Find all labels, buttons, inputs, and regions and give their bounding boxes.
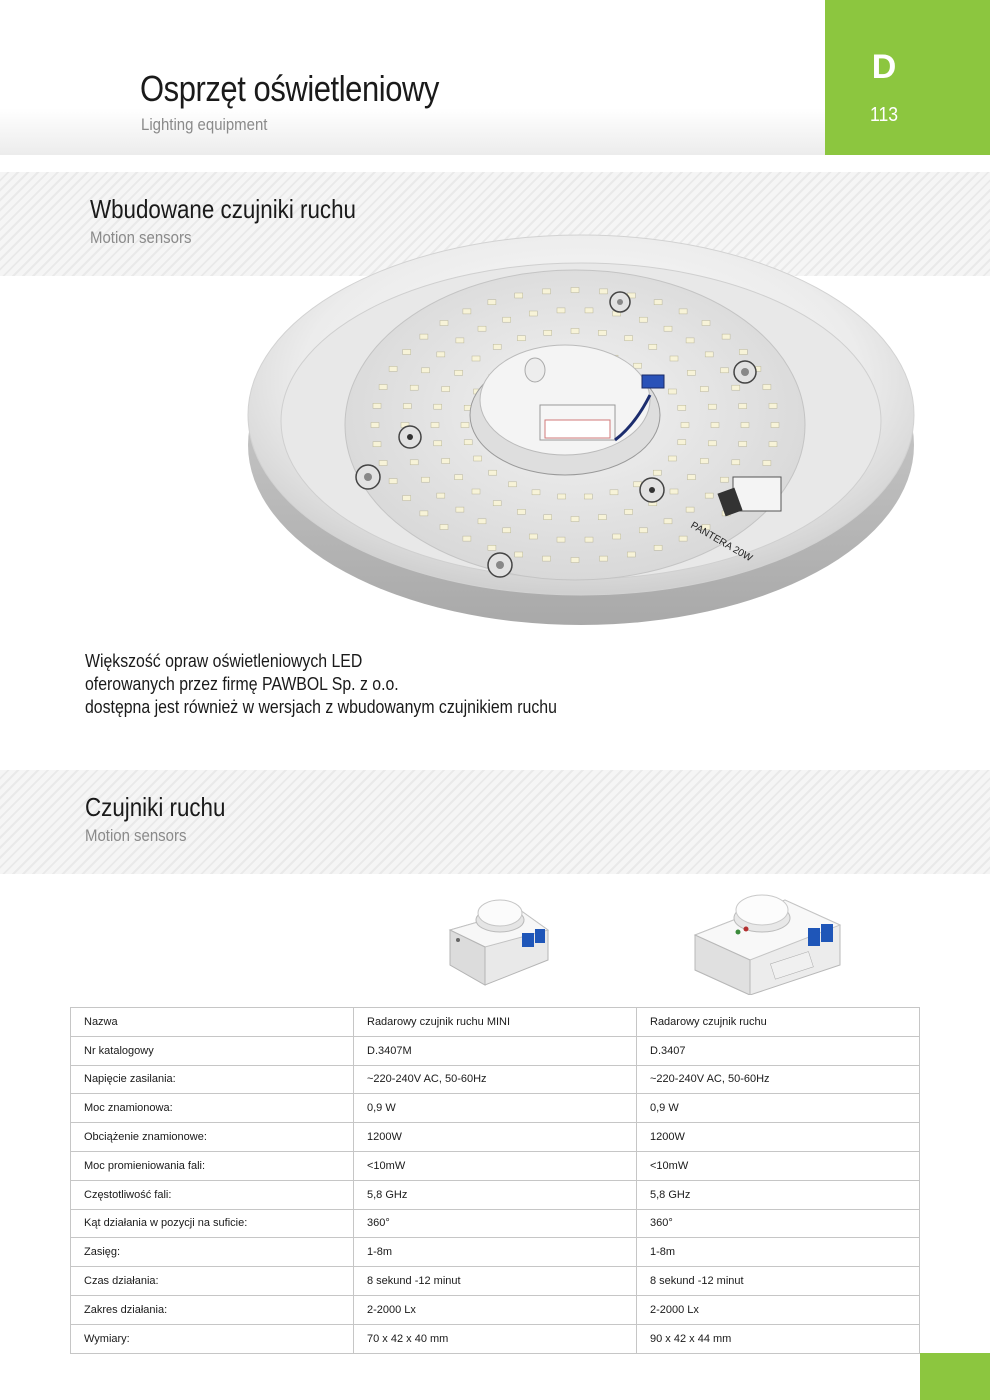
table-row	[71, 1151, 920, 1180]
led-chip	[410, 460, 418, 465]
table-row	[71, 1065, 920, 1094]
led-chip	[517, 336, 525, 341]
spec-label-cell: Czas działania:	[71, 1267, 354, 1296]
led-chip	[529, 311, 537, 316]
led-chip	[668, 456, 676, 461]
led-chip	[664, 326, 672, 331]
led-chip	[373, 442, 381, 447]
page-number: 113	[869, 104, 899, 126]
section-subtitle-built-in: Motion sensors	[90, 228, 192, 247]
led-chip	[634, 363, 642, 368]
description-line-2: oferowanych przez firmę PAWBOL Sp. z o.o.	[85, 674, 399, 694]
table-row	[71, 1094, 920, 1123]
led-chip	[503, 528, 511, 533]
led-chip	[379, 461, 387, 466]
radar-sensor-mini-image	[440, 885, 560, 990]
led-chip	[687, 370, 695, 375]
led-chip	[653, 470, 661, 475]
led-chip	[687, 475, 695, 480]
led-chip	[708, 441, 716, 446]
led-chip	[442, 459, 450, 464]
led-chip	[625, 336, 633, 341]
led-chip	[686, 507, 694, 512]
led-chip	[705, 493, 713, 498]
table-row	[71, 1036, 920, 1065]
led-chip	[543, 289, 551, 294]
led-chip	[544, 330, 552, 335]
led-chip	[585, 537, 593, 542]
spec-label-cell: Kąt działania w pozycji na suficie:	[71, 1209, 354, 1238]
led-chip	[456, 507, 464, 512]
table-row	[71, 1295, 920, 1324]
led-chip	[627, 552, 635, 557]
led-chip	[437, 352, 445, 357]
led-chip	[678, 405, 686, 410]
led-chip	[422, 477, 430, 482]
spec-label-cell: Nazwa	[71, 1008, 354, 1037]
spec-value-cell: 360°	[637, 1209, 920, 1238]
table-row	[71, 1267, 920, 1296]
led-chip	[455, 475, 463, 480]
spec-value-cell: 1-8m	[354, 1238, 637, 1267]
led-chip	[464, 440, 472, 445]
led-chip	[461, 423, 469, 428]
led-chip	[600, 556, 608, 561]
led-chip	[437, 493, 445, 498]
led-chip	[472, 356, 480, 361]
spec-label-cell: Moc znamionowa:	[71, 1094, 354, 1123]
led-chip	[440, 525, 448, 530]
led-chip	[440, 321, 448, 326]
table-row	[71, 1008, 920, 1037]
table-row	[71, 1209, 920, 1238]
led-chip	[403, 496, 411, 501]
spec-value-cell: 8 sekund -12 minut	[354, 1267, 637, 1296]
spec-value-cell: 1200W	[354, 1123, 637, 1152]
led-chip	[721, 368, 729, 373]
corner-accent	[920, 1353, 990, 1400]
led-chip	[420, 511, 428, 516]
led-chip	[668, 389, 676, 394]
led-chip	[763, 461, 771, 466]
led-chip	[571, 558, 579, 563]
led-chip	[700, 459, 708, 464]
led-chip	[463, 536, 471, 541]
led-chip	[598, 330, 606, 335]
page-title: Osprzęt oświetleniowy	[140, 68, 439, 109]
led-chip	[679, 309, 687, 314]
spec-value-cell: 2-2000 Lx	[637, 1295, 920, 1324]
spec-value-cell: D.3407	[637, 1036, 920, 1065]
led-chip	[571, 329, 579, 334]
led-chip	[654, 300, 662, 305]
led-chip	[769, 403, 777, 408]
spec-value-cell: 0,9 W	[354, 1094, 637, 1123]
led-chip	[371, 423, 379, 428]
table-row	[71, 1123, 920, 1152]
led-chip	[515, 552, 523, 557]
spec-label-cell: Zasięg:	[71, 1238, 354, 1267]
spec-value-cell: <10mW	[637, 1151, 920, 1180]
chapter-tab	[825, 0, 990, 155]
led-chip	[389, 479, 397, 484]
led-chip	[434, 404, 442, 409]
spec-value-cell: ~220-240V AC, 50-60Hz	[637, 1065, 920, 1094]
spec-label-cell: Obciążenie znamionowe:	[71, 1123, 354, 1152]
led-chip	[503, 317, 511, 322]
led-chip	[654, 545, 662, 550]
led-chip	[708, 404, 716, 409]
description-line-3: dostępna jest również w wersjach z wbudowanym czujnikiem ruchu	[85, 697, 557, 717]
chapter-letter: D	[871, 48, 897, 86]
spec-value-cell: 70 x 42 x 40 mm	[354, 1324, 637, 1353]
led-chip	[711, 423, 719, 428]
spec-value-cell: <10mW	[354, 1151, 637, 1180]
led-lamp-image	[245, 215, 915, 630]
led-chip	[557, 308, 565, 313]
led-chip	[600, 289, 608, 294]
led-chip	[493, 501, 501, 506]
led-chip	[529, 534, 537, 539]
led-chip	[739, 441, 747, 446]
spec-value-cell: 1200W	[637, 1123, 920, 1152]
spec-value-cell: 360°	[354, 1209, 637, 1238]
led-chip	[585, 308, 593, 313]
led-chip	[463, 309, 471, 314]
led-chip	[702, 321, 710, 326]
led-chip	[455, 370, 463, 375]
spec-value-cell: 8 sekund -12 minut	[637, 1267, 920, 1296]
spec-label-cell: Częstotliwość fali:	[71, 1180, 354, 1209]
led-chip	[557, 537, 565, 542]
table-row	[71, 1180, 920, 1209]
spec-value-cell: Radarowy czujnik ruchu MINI	[354, 1008, 637, 1037]
spec-value-cell: Radarowy czujnik ruchu	[637, 1008, 920, 1037]
led-chip	[410, 385, 418, 390]
led-chip	[488, 545, 496, 550]
led-chip	[517, 509, 525, 514]
section-subtitle-sensors: Motion sensors	[85, 826, 187, 845]
led-chip	[700, 387, 708, 392]
led-chip	[489, 470, 497, 475]
led-chip	[739, 404, 747, 409]
spec-label-cell: Wymiary:	[71, 1324, 354, 1353]
section-title-built-in: Wbudowane czujniki ruchu	[90, 194, 356, 224]
led-chip	[488, 300, 496, 305]
spec-value-cell: 5,8 GHz	[354, 1180, 637, 1209]
led-chip	[771, 423, 779, 428]
led-chip	[705, 352, 713, 357]
spec-value-cell: 2-2000 Lx	[354, 1295, 637, 1324]
spec-value-cell: 1-8m	[637, 1238, 920, 1267]
led-chip	[373, 403, 381, 408]
led-chip	[420, 334, 428, 339]
table-row	[71, 1324, 920, 1353]
spec-label-cell: Napięcie zasilania:	[71, 1065, 354, 1094]
description-line-1: Większość opraw oświetleniowych LED	[85, 651, 363, 671]
lamp-model-label: PANTERA 20W	[688, 520, 754, 565]
page-header	[0, 0, 825, 155]
led-chip	[625, 509, 633, 514]
section-title-sensors: Czujniki ruchu	[85, 792, 226, 822]
spec-label-cell: Moc promieniowania fali:	[71, 1151, 354, 1180]
led-chip	[403, 404, 411, 409]
led-chip	[649, 344, 657, 349]
spec-label-cell: Nr katalogowy	[71, 1036, 354, 1065]
led-chip	[422, 368, 430, 373]
radar-sensor-image	[690, 880, 850, 995]
led-chip	[732, 460, 740, 465]
led-chip	[571, 288, 579, 293]
led-chip	[763, 385, 771, 390]
led-chip	[722, 334, 730, 339]
led-chip	[493, 344, 501, 349]
led-chip	[741, 423, 749, 428]
spec-value-cell: 90 x 42 x 44 mm	[637, 1324, 920, 1353]
led-chip	[610, 490, 618, 495]
led-chip	[434, 441, 442, 446]
led-chip	[544, 515, 552, 520]
led-chip	[474, 456, 482, 461]
led-chip	[571, 517, 579, 522]
led-chip	[456, 338, 464, 343]
led-chip	[509, 482, 517, 487]
spec-label-cell: Zakres działania:	[71, 1295, 354, 1324]
led-chip	[543, 556, 551, 561]
led-chip	[681, 423, 689, 428]
page-subtitle: Lighting equipment	[141, 115, 268, 134]
spec-value-cell: D.3407M	[354, 1036, 637, 1065]
led-chip	[639, 317, 647, 322]
led-chip	[598, 515, 606, 520]
led-chip	[670, 489, 678, 494]
spec-value-cell: 0,9 W	[637, 1094, 920, 1123]
led-chip	[532, 490, 540, 495]
led-chip	[558, 494, 566, 499]
led-chip	[721, 477, 729, 482]
led-chip	[686, 338, 694, 343]
led-chip	[678, 440, 686, 445]
led-chip	[472, 489, 480, 494]
spec-value-cell: 5,8 GHz	[637, 1180, 920, 1209]
led-chip	[670, 356, 678, 361]
led-chip	[515, 293, 523, 298]
led-chip	[478, 326, 486, 331]
led-chip	[639, 528, 647, 533]
led-chip	[613, 534, 621, 539]
led-chip	[442, 387, 450, 392]
spec-value-cell: ~220-240V AC, 50-60Hz	[354, 1065, 637, 1094]
led-chip	[389, 366, 397, 371]
led-chip	[769, 442, 777, 447]
led-chip	[584, 494, 592, 499]
led-chip	[664, 519, 672, 524]
sensor-spec-table	[70, 1007, 920, 1354]
led-chip	[431, 423, 439, 428]
led-chip	[739, 350, 747, 355]
led-chip	[379, 385, 387, 390]
led-chip	[478, 519, 486, 524]
led-chip	[679, 536, 687, 541]
led-chip	[732, 385, 740, 390]
table-row	[71, 1238, 920, 1267]
built-in-sensors-description	[85, 650, 557, 719]
led-chip	[403, 350, 411, 355]
